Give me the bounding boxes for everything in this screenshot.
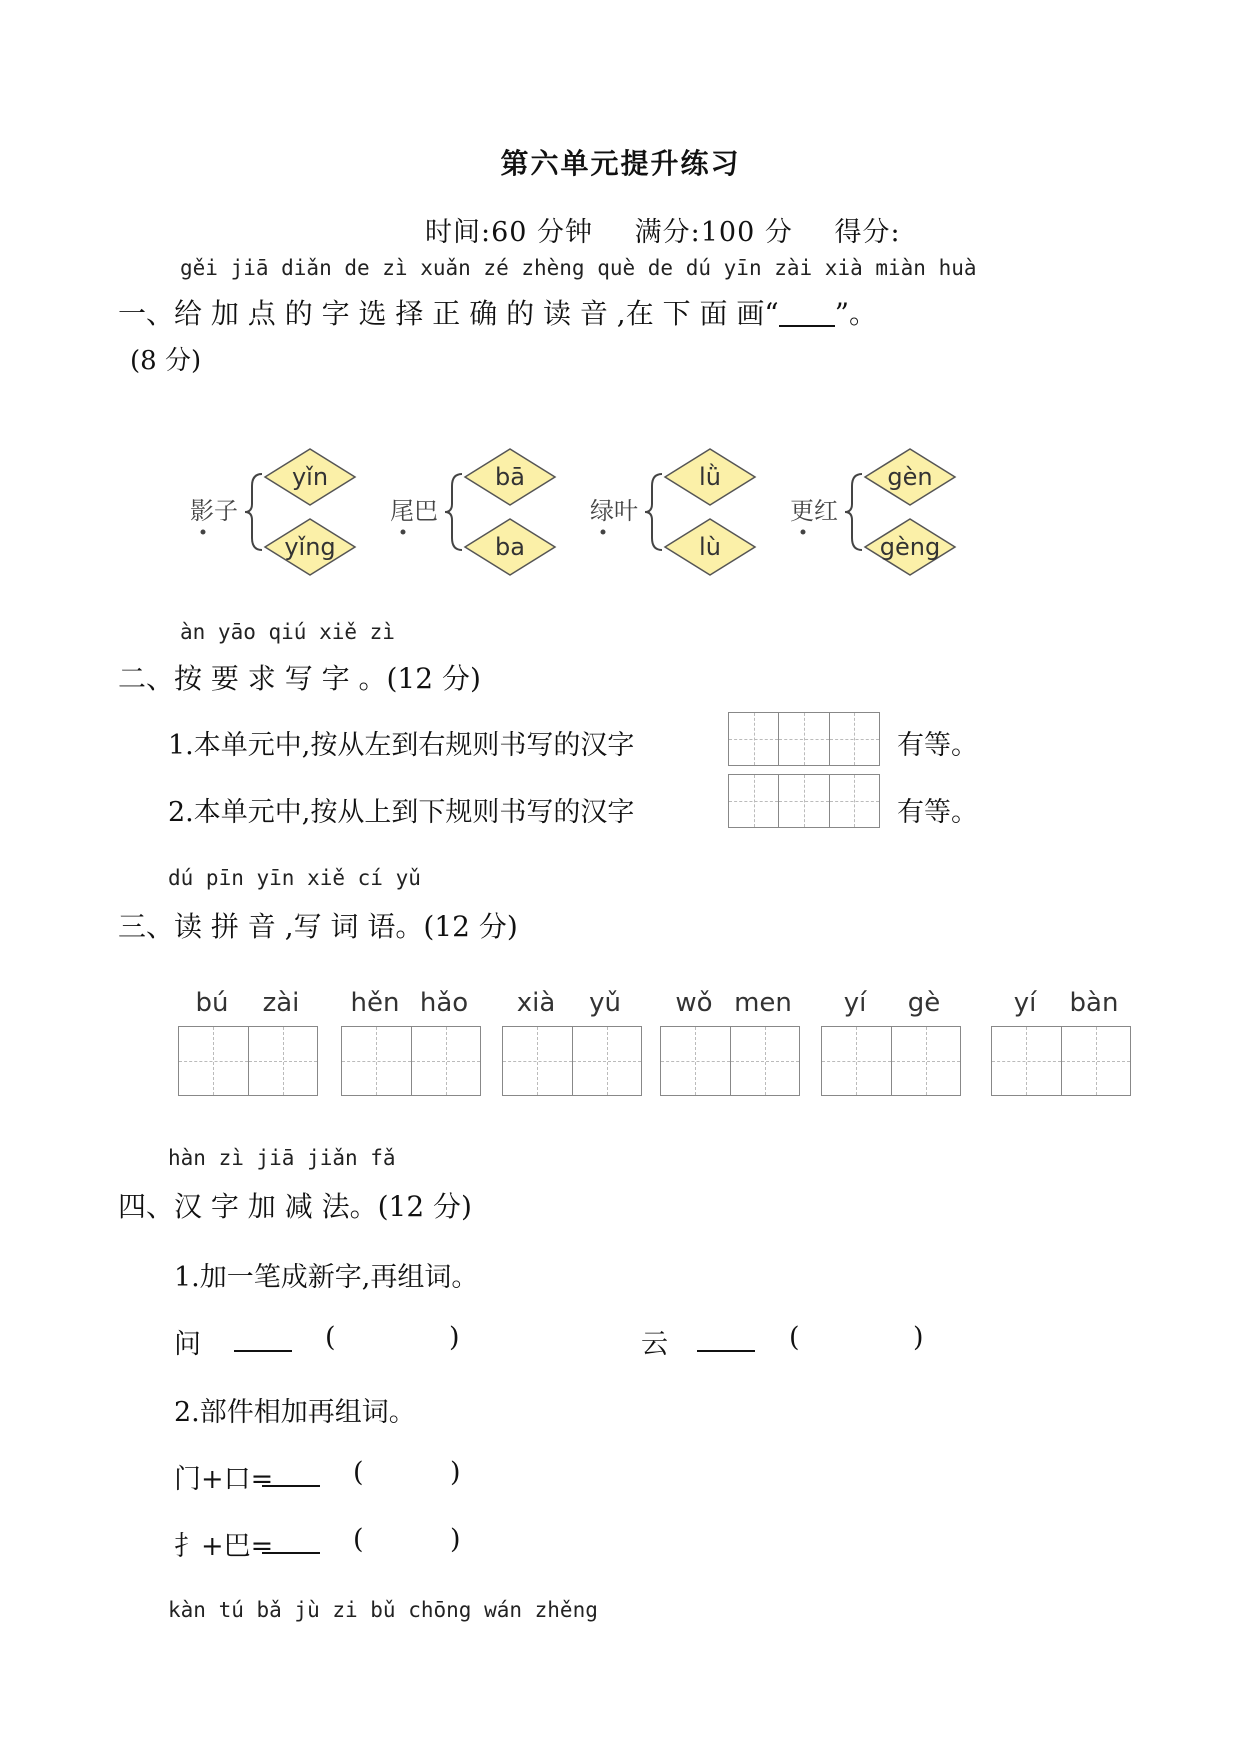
q2-line1: 1.本单元中,按从左到右规则书写的汉字 xyxy=(168,730,635,761)
grid-cell xyxy=(342,1027,412,1095)
q1-word-1: 尾巴 xyxy=(390,497,438,525)
emphasis-dot xyxy=(601,530,606,535)
grid-cell xyxy=(573,1027,642,1095)
q3-syllable: zài xyxy=(262,988,300,1018)
q1-heading-end: ”。 xyxy=(834,297,878,330)
brace-icon xyxy=(645,474,662,550)
q1-score: (8 分) xyxy=(130,346,202,376)
reading-label-top: lǜ xyxy=(699,463,721,491)
q3-answer-grid[interactable] xyxy=(821,1026,961,1096)
reading-label-top: gèn xyxy=(887,463,933,491)
q1-heading xyxy=(118,292,877,332)
q4-eq2-paren-open: ( xyxy=(353,1524,364,1555)
reading-label-bottom: gèng xyxy=(879,533,941,561)
q4-sub1: 1.加一笔成新字,再组词。 xyxy=(174,1262,479,1293)
q1-pronunciation-diagram xyxy=(180,440,980,580)
q3-syllable: bú xyxy=(195,988,229,1018)
q4-paren1-open: ( xyxy=(325,1322,336,1353)
q1-word-3: 更红 xyxy=(790,497,838,525)
q3-syllable: hěn xyxy=(350,988,400,1018)
q3-pinyin: dú pīn yīn xiě cí yǔ xyxy=(168,866,421,890)
reading-label-top: bā xyxy=(495,463,525,491)
q3-heading: 三、读 拼 音 ,写 词 语。(12 分) xyxy=(118,910,518,943)
q4-eq1-paren-close: ) xyxy=(450,1457,461,1488)
answer-blank xyxy=(779,299,835,327)
q3-syllable: hǎo xyxy=(419,988,469,1018)
brace-icon xyxy=(245,474,262,550)
q3-answer-grid[interactable] xyxy=(178,1026,318,1096)
q4-eq1: 门+口= xyxy=(174,1464,274,1495)
q4-paren2-close: ) xyxy=(913,1322,924,1353)
q3-answer-grid[interactable] xyxy=(502,1026,642,1096)
emphasis-dot xyxy=(201,530,206,535)
reading-label-bottom: lù xyxy=(699,533,721,561)
grid-cell xyxy=(1062,1027,1131,1095)
q4-eq1-paren-open: ( xyxy=(353,1457,364,1488)
q4-paren2-open: ( xyxy=(789,1322,800,1353)
q3-syllable: yí xyxy=(843,988,867,1018)
q3-answer-grid[interactable] xyxy=(660,1026,800,1096)
q2-grid2[interactable] xyxy=(728,774,880,828)
q4-paren1-close: ) xyxy=(449,1322,460,1353)
reading-label-bottom: yǐng xyxy=(284,533,336,561)
q4-eq2: 扌+巴= xyxy=(174,1531,274,1562)
q4-eq1-blank[interactable] xyxy=(262,1485,320,1487)
q1-heading-text: 一、给 加 点 的 字 选 择 正 确 的 读 音 ,在 下 面 画“ xyxy=(118,297,779,330)
emphasis-dot xyxy=(801,530,806,535)
q2-grid1[interactable] xyxy=(728,712,880,766)
q2-line2-suffix: 有等。 xyxy=(897,797,978,828)
grid-cell xyxy=(822,1027,892,1095)
q4-blank2[interactable] xyxy=(697,1350,755,1352)
q5-pinyin: kàn tú bǎ jù zi bǔ chōng wán zhěng xyxy=(168,1598,598,1622)
q3-syllable: wǒ xyxy=(675,988,713,1018)
q4-sub2: 2.部件相加再组词。 xyxy=(174,1397,416,1428)
q3-answer-grid[interactable] xyxy=(991,1026,1131,1096)
page-title: 第六单元提升练习 xyxy=(500,147,741,180)
brace-icon xyxy=(445,474,462,550)
q3-syllable: xià xyxy=(516,988,556,1018)
q1-word-0: 影子 xyxy=(190,497,238,525)
grid-cell xyxy=(503,1027,573,1095)
exam-meta xyxy=(425,210,933,249)
q3-syllable: bàn xyxy=(1069,988,1119,1018)
q4-blank1[interactable] xyxy=(234,1350,292,1352)
full-score-label: 满分:100 分 xyxy=(634,217,793,248)
q4-heading: 四、汉 字 加 减 法。(12 分) xyxy=(118,1190,472,1223)
score-label: 得分: xyxy=(834,217,901,248)
q2-pinyin: àn yāo qiú xiě zì xyxy=(180,620,395,644)
brace-icon xyxy=(845,474,862,550)
q2-line1-suffix: 有等。 xyxy=(897,730,978,761)
q3-syllable: yí xyxy=(1013,988,1037,1018)
q3-syllable: gè xyxy=(907,988,941,1018)
q1-pinyin: gěi jiā diǎn de zì xuǎn zé zhèng què de dú yīn zài xià miàn huà xyxy=(180,256,977,280)
grid-cell xyxy=(179,1027,249,1095)
q3-answer-grid[interactable] xyxy=(341,1026,481,1096)
q4-eq2-paren-close: ) xyxy=(450,1524,461,1555)
grid-cell xyxy=(249,1027,318,1095)
reading-label-bottom: ba xyxy=(495,533,525,561)
q4-char1: 问 xyxy=(174,1329,201,1360)
emphasis-dot xyxy=(401,530,406,535)
q1-word-2: 绿叶 xyxy=(590,497,638,525)
grid-cell xyxy=(731,1027,800,1095)
q3-syllable: men xyxy=(734,988,792,1018)
q2-heading: 二、按 要 求 写 字 。(12 分) xyxy=(118,662,481,695)
q4-pinyin: hàn zì jiā jiǎn fǎ xyxy=(168,1146,396,1170)
grid-cell xyxy=(661,1027,731,1095)
grid-cell xyxy=(992,1027,1062,1095)
grid-cell xyxy=(412,1027,481,1095)
q4-eq2-blank[interactable] xyxy=(262,1552,320,1554)
q4-char2: 云 xyxy=(641,1329,668,1360)
time-label: 时间:60 分钟 xyxy=(425,217,594,248)
grid-cell xyxy=(892,1027,961,1095)
q2-line2: 2.本单元中,按从上到下规则书写的汉字 xyxy=(168,797,635,828)
reading-label-top: yǐn xyxy=(291,463,329,491)
q3-syllable: yǔ xyxy=(589,988,621,1018)
